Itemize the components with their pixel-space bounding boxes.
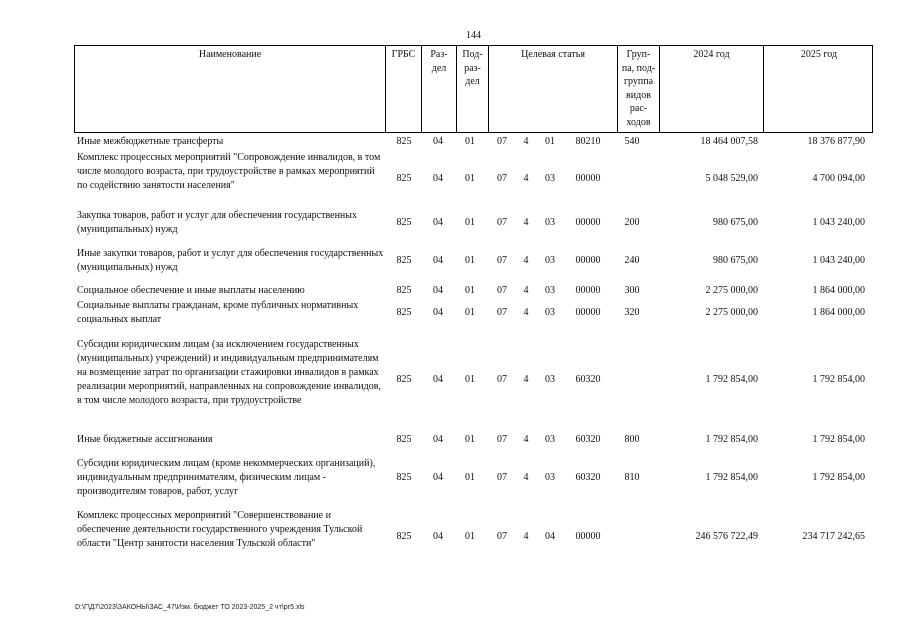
row-target-3: 04 <box>545 531 555 542</box>
row-name: Субсидии юридическим лицам (кроме некоммерческих организаций), индивидуальным предпринимателям, физическим лицам - производителям товаров, работ, услуг <box>77 458 376 497</box>
row-target-1: 07 <box>497 255 507 266</box>
row-target-2: 4 <box>523 434 529 445</box>
row-target-3: 01 <box>545 136 555 147</box>
row-target-3: 03 <box>545 307 555 318</box>
row-value-2025: 1 792 854,00 <box>812 434 865 445</box>
row-razdel: 04 <box>433 173 443 184</box>
row-expense-group: 320 <box>624 307 640 318</box>
row-grbs: 825 <box>396 374 412 385</box>
table-row <box>0 433 905 447</box>
row-target-1: 07 <box>497 173 507 184</box>
row-expense-group: 800 <box>624 434 640 445</box>
row-target-1: 07 <box>497 307 507 318</box>
header-target: Целевая статья <box>488 46 617 132</box>
row-expense-group: 200 <box>624 217 640 228</box>
row-value-2024: 1 792 854,00 <box>705 472 758 483</box>
header-podrazdel: Под- раз- дел <box>456 46 488 132</box>
table-row <box>0 209 905 237</box>
row-target-4: 00000 <box>575 285 601 296</box>
row-podrazdel: 01 <box>465 307 475 318</box>
row-razdel: 04 <box>433 307 443 318</box>
row-target-2: 4 <box>523 374 529 385</box>
row-value-2025: 1 864 000,00 <box>812 307 865 318</box>
row-value-2024: 980 675,00 <box>713 217 758 228</box>
row-target-3: 03 <box>545 374 555 385</box>
row-name: Субсидии юридическим лицам (за исключением государственных (муниципальных) учреждений) и индивидуальным предпринимателям на возмещение затрат по организации стажировки инвалидов в рамках реализации мероприятий, направленных на сопровождение инвалидов, в том числе молодого возраста, при трудоустройстве <box>77 339 381 406</box>
row-value-2024: 5 048 529,00 <box>705 173 758 184</box>
row-target-4: 60320 <box>575 434 601 445</box>
row-value-2025: 1 792 854,00 <box>812 374 865 385</box>
row-grbs: 825 <box>396 217 412 228</box>
row-podrazdel: 01 <box>465 285 475 296</box>
row-target-2: 4 <box>523 217 529 228</box>
row-grbs: 825 <box>396 136 412 147</box>
row-value-2025: 1 043 240,00 <box>812 217 865 228</box>
row-name: Иные бюджетные ассигнования <box>77 434 213 445</box>
table-row <box>0 457 905 499</box>
row-target-1: 07 <box>497 285 507 296</box>
row-target-1: 07 <box>497 531 507 542</box>
table-row <box>0 509 905 565</box>
table-row <box>0 299 905 327</box>
row-target-2: 4 <box>523 136 529 147</box>
row-value-2024: 1 792 854,00 <box>705 374 758 385</box>
header-grbs: ГРБС <box>385 46 421 132</box>
row-razdel: 04 <box>433 472 443 483</box>
header-name: Наименование <box>198 49 262 60</box>
row-target-4: 80210 <box>575 136 601 147</box>
row-target-1: 07 <box>497 374 507 385</box>
row-grbs: 825 <box>396 472 412 483</box>
row-value-2024: 2 275 000,00 <box>705 285 758 296</box>
row-value-2025: 18 376 877,90 <box>807 136 865 147</box>
row-expense-group: 300 <box>624 285 640 296</box>
row-name: Иные закупки товаров, работ и услуг для обеспечения государственных (муниципальных) нужд <box>77 248 384 273</box>
row-target-1: 07 <box>497 217 507 228</box>
row-name: Комплекс процессных мероприятий "Совершенствование и обеспечение деятельности государственного учреждения Тульской области "Центр занятости населения Тульской области" <box>77 510 363 549</box>
row-target-4: 00000 <box>575 255 601 266</box>
row-name: Социальное обеспечение и иные выплаты населению <box>77 285 305 296</box>
row-value-2025: 1 792 854,00 <box>812 472 865 483</box>
row-razdel: 04 <box>433 374 443 385</box>
row-target-3: 03 <box>545 472 555 483</box>
row-grbs: 825 <box>396 531 412 542</box>
row-target-4: 00000 <box>575 531 601 542</box>
row-target-2: 4 <box>523 531 529 542</box>
row-value-2024: 2 275 000,00 <box>705 307 758 318</box>
row-value-2024: 18 464 007,58 <box>700 136 758 147</box>
row-value-2024: 1 792 854,00 <box>705 434 758 445</box>
row-podrazdel: 01 <box>465 472 475 483</box>
row-grbs: 825 <box>396 434 412 445</box>
row-grbs: 825 <box>396 307 412 318</box>
row-target-1: 07 <box>497 136 507 147</box>
row-podrazdel: 01 <box>465 531 475 542</box>
row-target-2: 4 <box>523 255 529 266</box>
row-expense-group: 240 <box>624 255 640 266</box>
row-podrazdel: 01 <box>465 434 475 445</box>
row-value-2024: 980 675,00 <box>713 255 758 266</box>
row-razdel: 04 <box>433 136 443 147</box>
row-target-3: 03 <box>545 217 555 228</box>
row-name: Социальные выплаты гражданам, кроме публичных нормативных социальных выплат <box>77 300 359 325</box>
row-target-4: 00000 <box>575 217 601 228</box>
footer-file-path: D:\Г\Д7\2023\ЗАКОНЫ\ЗАС_47\Изм. бюджет ТО 2023-2025_2 чт\рг5.xls <box>75 604 305 611</box>
row-grbs: 825 <box>396 255 412 266</box>
page-number: 144 <box>466 30 481 41</box>
row-target-4: 00000 <box>575 173 601 184</box>
row-target-3: 03 <box>545 285 555 296</box>
row-podrazdel: 01 <box>465 374 475 385</box>
row-grbs: 825 <box>396 173 412 184</box>
header-group: Груп- па, под- группа видов рас- ходов <box>617 46 659 132</box>
table-header <box>74 45 873 133</box>
row-podrazdel: 01 <box>465 255 475 266</box>
table-row <box>0 284 905 298</box>
row-podrazdel: 01 <box>465 136 475 147</box>
row-expense-group: 540 <box>624 136 640 147</box>
header-razdel: Раз- дел <box>421 46 456 132</box>
row-podrazdel: 01 <box>465 217 475 228</box>
row-razdel: 04 <box>433 217 443 228</box>
row-value-2025: 4 700 094,00 <box>812 173 865 184</box>
row-razdel: 04 <box>433 531 443 542</box>
row-expense-group: 810 <box>624 472 640 483</box>
table-row <box>0 151 905 207</box>
row-target-2: 4 <box>523 173 529 184</box>
row-name: Иные межбюджетные трансферты <box>77 136 224 147</box>
row-value-2024: 246 576 722,49 <box>695 531 758 542</box>
row-target-2: 4 <box>523 307 529 318</box>
row-value-2025: 1 864 000,00 <box>812 285 865 296</box>
row-target-1: 07 <box>497 434 507 445</box>
row-podrazdel: 01 <box>465 173 475 184</box>
row-target-2: 4 <box>523 472 529 483</box>
header-2025: 2025 год <box>763 46 874 132</box>
row-target-3: 03 <box>545 255 555 266</box>
row-target-4: 00000 <box>575 307 601 318</box>
row-name: Закупка товаров, работ и услуг для обеспечения государственных (муниципальных) нужд <box>77 210 358 235</box>
header-2024: 2024 год <box>659 46 763 132</box>
row-value-2025: 1 043 240,00 <box>812 255 865 266</box>
row-grbs: 825 <box>396 285 412 296</box>
table-row <box>0 247 905 275</box>
table-row <box>0 338 905 422</box>
row-target-4: 60320 <box>575 374 601 385</box>
row-razdel: 04 <box>433 434 443 445</box>
row-razdel: 04 <box>433 285 443 296</box>
row-target-1: 07 <box>497 472 507 483</box>
row-target-2: 4 <box>523 285 529 296</box>
row-target-3: 03 <box>545 173 555 184</box>
row-razdel: 04 <box>433 255 443 266</box>
row-target-4: 60320 <box>575 472 601 483</box>
table-row <box>0 135 905 149</box>
row-target-3: 03 <box>545 434 555 445</box>
row-value-2025: 234 717 242,65 <box>802 531 865 542</box>
row-name: Комплекс процессных мероприятий "Сопровождение инвалидов, в том числе молодого возраста, при трудоустройстве в рамках мероприятий по содействию занятости населения" <box>77 152 381 191</box>
